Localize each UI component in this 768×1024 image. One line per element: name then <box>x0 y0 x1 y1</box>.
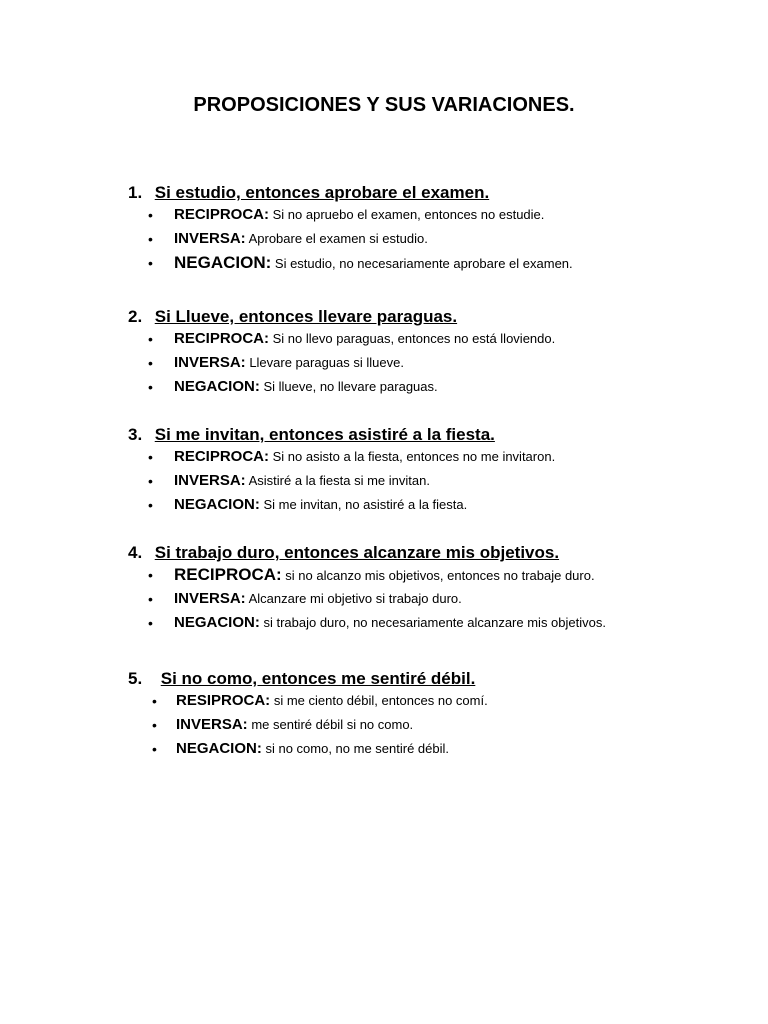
page-title: PROPOSICIONES Y SUS VARIACIONES. <box>193 94 575 116</box>
item-label: NEGACION: <box>174 253 272 272</box>
item-label: INVERSA: <box>174 472 246 489</box>
item-text: si trabajo duro, no necesariamente alcanzare mis objetivos. <box>263 615 606 630</box>
item-label: INVERSA: <box>176 716 248 733</box>
item-label: NEGACION: <box>174 378 260 395</box>
item-text: Si no apruebo el examen, entonces no estudie. <box>272 207 545 222</box>
section-4 <box>128 541 728 637</box>
item-text: Si no asisto a la fiesta, entonces no me invitaron. <box>272 449 556 464</box>
section-number: 1. <box>128 183 143 202</box>
list-item <box>128 329 728 353</box>
bullet-icon: • <box>152 741 157 757</box>
item-text: si no como, no me sentiré débil. <box>265 741 450 756</box>
section-heading <box>128 541 728 565</box>
item-text: Si llueve, no llevare paraguas. <box>263 379 438 394</box>
bullet-icon: • <box>148 473 153 489</box>
bullet-icon: • <box>148 615 153 631</box>
item-text: si me ciento débil, entonces no comí. <box>273 693 488 708</box>
section-1 <box>128 181 728 277</box>
list-item <box>128 495 728 519</box>
section-3 <box>128 423 728 519</box>
item-label: RECIPROCA: <box>174 206 270 223</box>
item-text: Aprobare el examen si estudio. <box>248 231 428 246</box>
bullet-icon: • <box>152 717 157 733</box>
section-heading <box>128 181 728 205</box>
list-item <box>128 565 728 589</box>
item-label: RECIPROCA: <box>174 330 270 347</box>
section-2 <box>128 305 728 401</box>
section-heading-text: Si estudio, entonces aprobare el examen. <box>154 183 490 202</box>
list-item <box>128 589 728 613</box>
item-text: si no alcanzo mis objetivos, entonces no trabaje duro. <box>285 568 595 583</box>
bullet-icon: • <box>148 591 153 607</box>
bullet-icon: • <box>148 255 153 271</box>
section-number: 3. <box>128 425 143 444</box>
variation-list <box>128 205 728 277</box>
item-label: INVERSA: <box>174 230 246 247</box>
list-item <box>128 691 728 715</box>
item-text: Si estudio, no necesariamente aprobare el examen. <box>274 256 573 271</box>
bullet-icon: • <box>152 693 157 709</box>
variation-list <box>128 565 728 637</box>
list-item <box>128 253 728 277</box>
section-heading-text: Si no como, entonces me sentiré débil. <box>160 669 476 688</box>
list-item <box>128 447 728 471</box>
list-item <box>128 377 728 401</box>
item-label: INVERSA: <box>174 590 246 607</box>
item-label: INVERSA: <box>174 354 246 371</box>
bullet-icon: • <box>148 449 153 465</box>
item-label: RECIPROCA: <box>174 565 282 584</box>
list-item <box>128 471 728 495</box>
bullet-icon: • <box>148 231 153 247</box>
item-text: Alcanzare mi objetivo si trabajo duro. <box>248 591 462 606</box>
section-heading <box>128 423 728 447</box>
item-text: me sentiré débil si no como. <box>251 717 414 732</box>
list-item <box>128 613 728 637</box>
section-number: 2. <box>128 307 143 326</box>
section-5 <box>128 667 728 763</box>
item-label: NEGACION: <box>174 496 260 513</box>
section-heading-text: Si me invitan, entonces asistiré a la fiesta. <box>154 425 495 444</box>
list-item <box>128 353 728 377</box>
item-label: NEGACION: <box>176 740 262 757</box>
item-text: Llevare paraguas si llueve. <box>249 355 404 370</box>
bullet-icon: • <box>148 331 153 347</box>
variation-list <box>128 447 728 519</box>
bullet-icon: • <box>148 355 153 371</box>
section-heading <box>128 305 728 329</box>
section-heading-text: Si Llueve, entonces llevare paraguas. <box>154 307 458 326</box>
list-item <box>128 739 728 763</box>
section-heading-text: Si trabajo duro, entonces alcanzare mis objetivos. <box>154 543 560 562</box>
item-text: Si me invitan, no asistiré a la fiesta. <box>263 497 468 512</box>
item-text: Asistiré a la fiesta si me invitan. <box>248 473 430 488</box>
list-item <box>128 205 728 229</box>
list-item <box>128 229 728 253</box>
bullet-icon: • <box>148 207 153 223</box>
variation-list <box>128 691 728 763</box>
item-text: Si no llevo paraguas, entonces no está lloviendo. <box>272 331 556 346</box>
item-label: RECIPROCA: <box>174 448 270 465</box>
list-item <box>128 715 728 739</box>
section-heading <box>128 667 728 691</box>
bullet-icon: • <box>148 497 153 513</box>
bullet-icon: • <box>148 379 153 395</box>
item-label: NEGACION: <box>174 614 260 631</box>
bullet-icon: • <box>148 567 153 583</box>
item-label: RESIPROCA: <box>176 692 271 709</box>
section-number: 5. <box>128 669 143 688</box>
section-number: 4. <box>128 543 143 562</box>
variation-list <box>128 329 728 401</box>
